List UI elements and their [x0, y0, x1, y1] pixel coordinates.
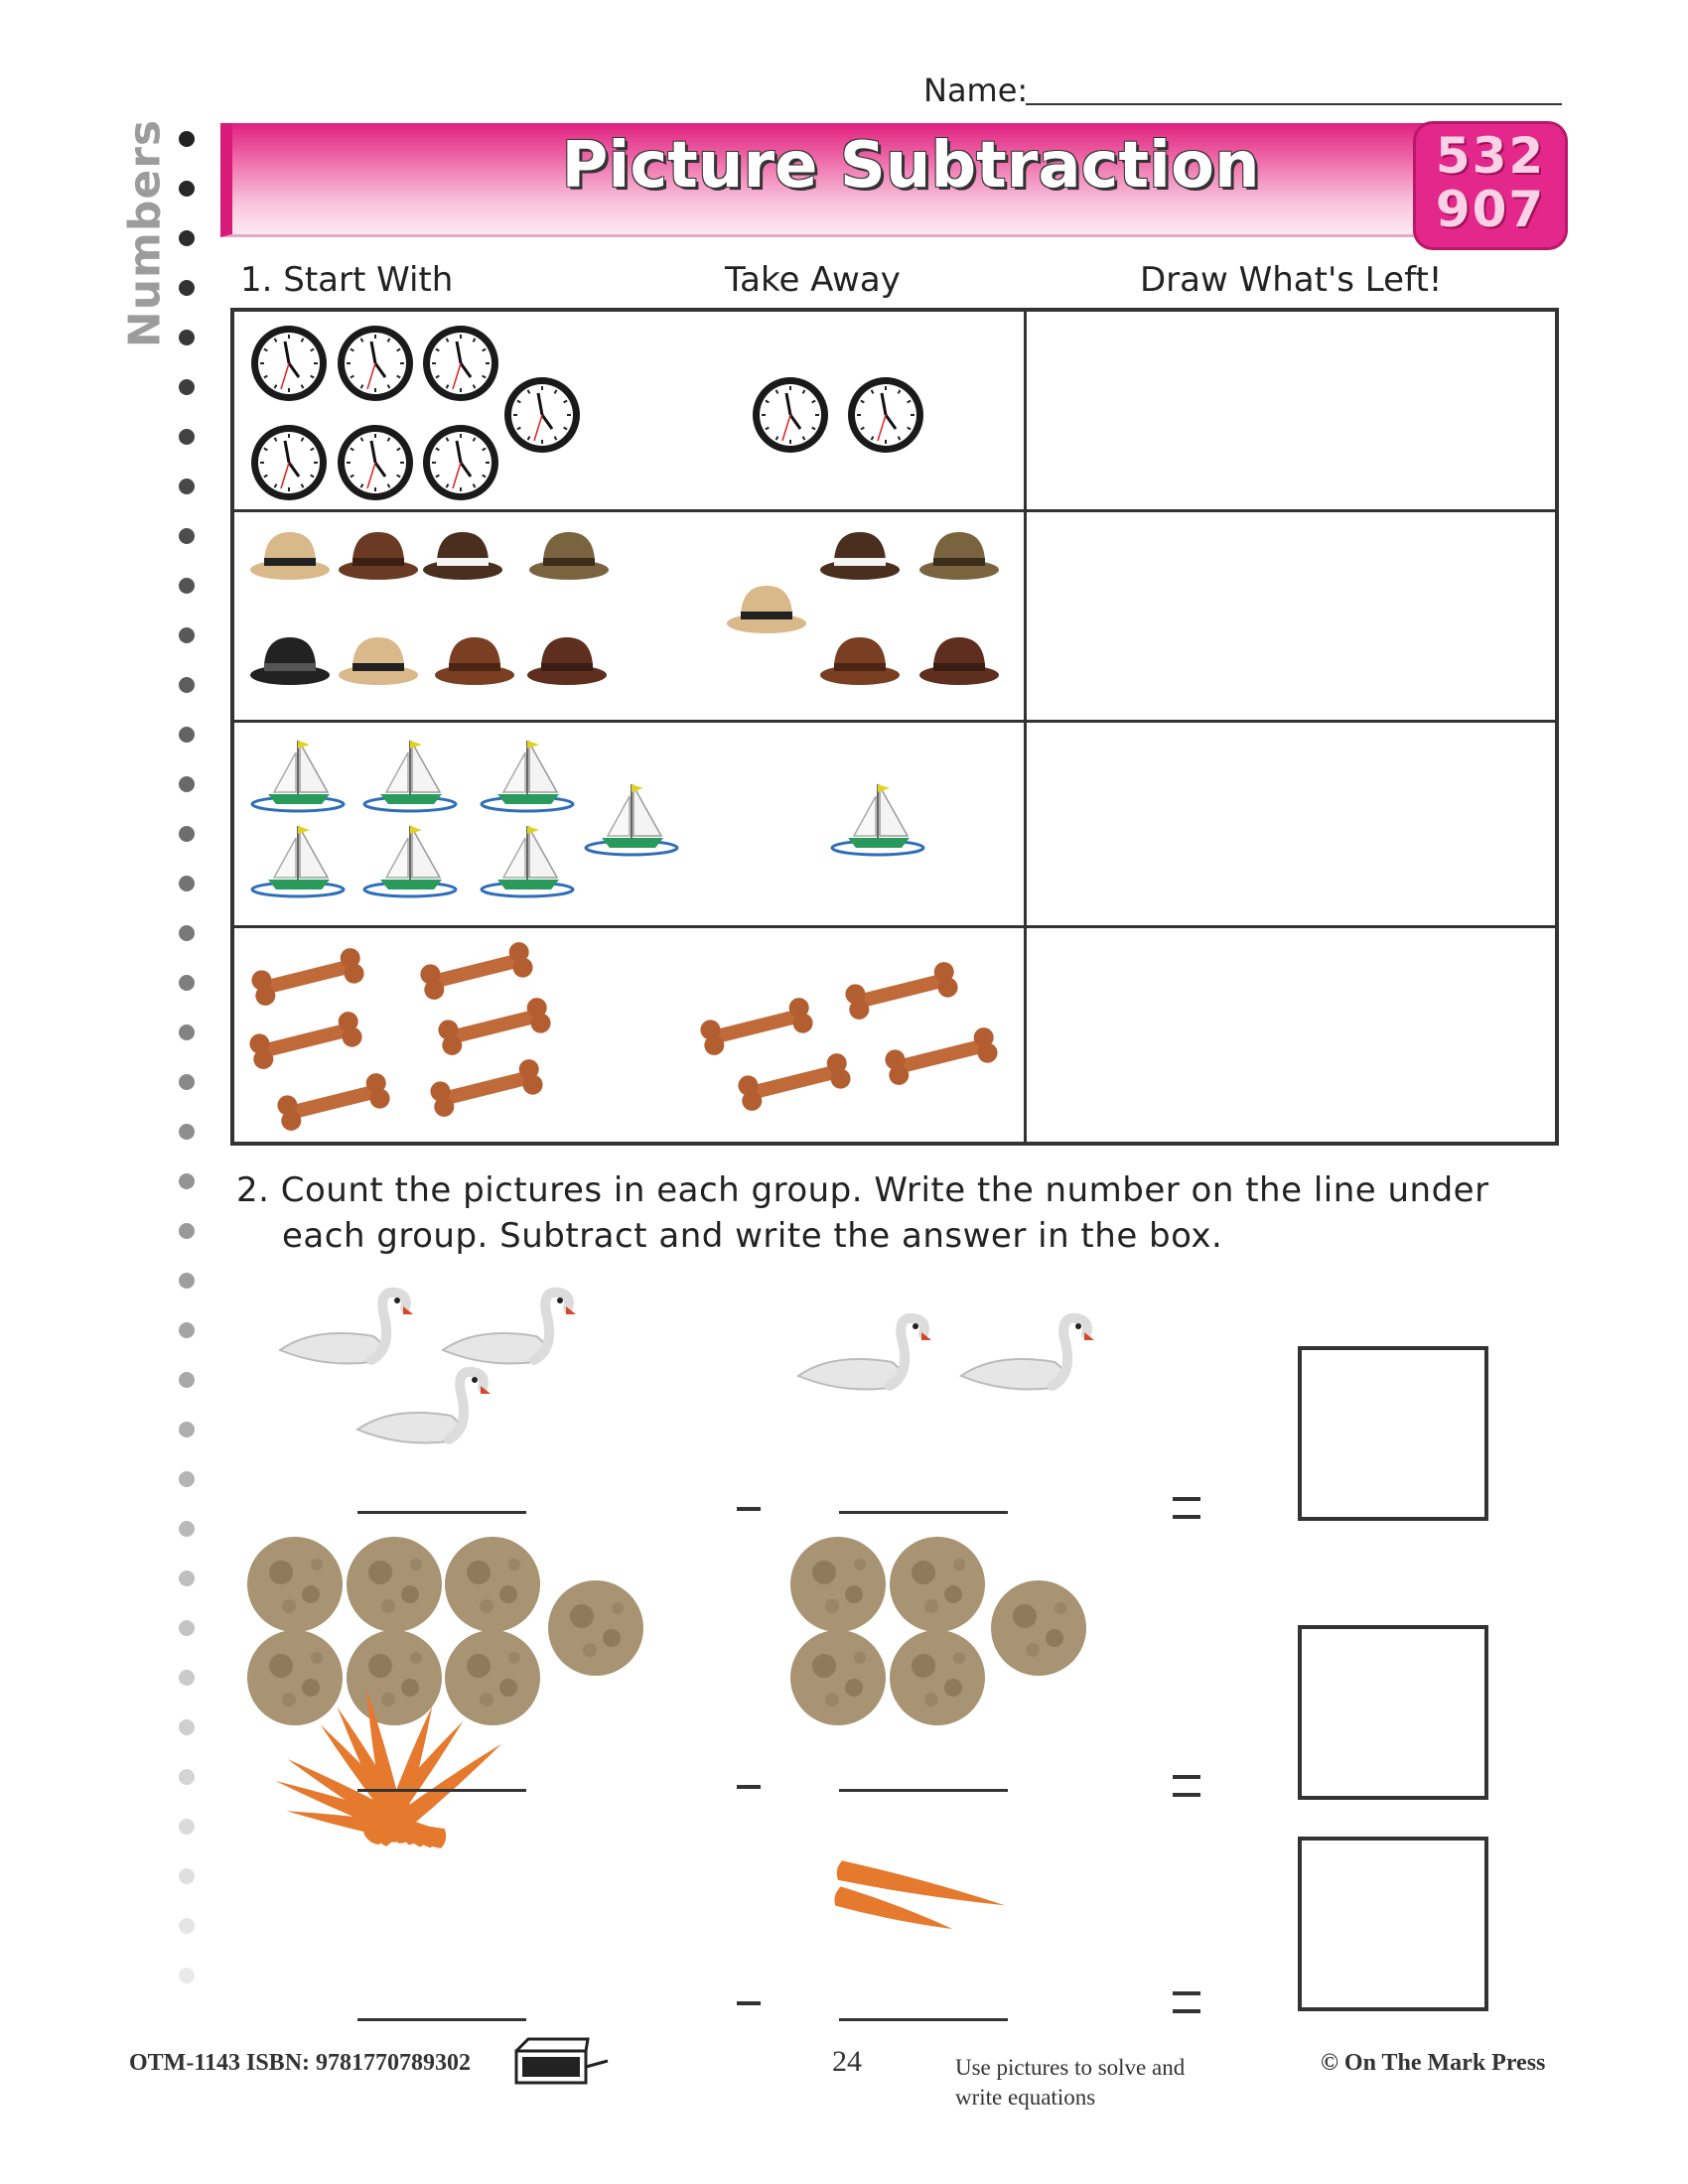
name-label: Name: [923, 71, 1029, 109]
minus-sign [737, 1785, 761, 1789]
bone-icon [418, 940, 534, 1002]
clock-icon [251, 326, 327, 401]
col-draw-whats-left: Draw What's Left! [1140, 260, 1443, 300]
footer-desc-line-2: write equations [955, 2085, 1096, 2110]
badge-line-2: 907 [1435, 181, 1546, 238]
moon-icon [247, 1630, 343, 1725]
hat-icon [339, 637, 418, 685]
instructions [236, 1167, 1557, 1259]
equals-sign [1173, 1991, 1200, 2013]
hat-icon [339, 532, 418, 580]
badge-line-1: 532 [1435, 127, 1546, 185]
hat-icon [250, 637, 330, 685]
moon-icon [445, 1537, 540, 1632]
bone-icon [843, 960, 959, 1022]
answer-box-1[interactable] [1298, 1346, 1488, 1521]
bone-icon [428, 1057, 544, 1119]
clock-icon [753, 377, 828, 453]
moon-icon [890, 1537, 985, 1632]
bone-icon [436, 996, 552, 1057]
hat-icon [820, 637, 900, 685]
clock-icon [338, 326, 413, 401]
clock-icon [338, 425, 413, 500]
side-tab-label: Numbers [119, 118, 171, 348]
equals-sign [1173, 1775, 1200, 1797]
moon-icon [790, 1630, 886, 1725]
hat-icon [727, 586, 806, 633]
clock-icon [423, 425, 498, 500]
moon-icon [548, 1580, 643, 1676]
swan-icon [357, 1372, 491, 1443]
swan-icon [961, 1318, 1094, 1390]
sailboat-icon [832, 784, 923, 855]
answer-box-2[interactable] [1298, 1625, 1488, 1800]
sailboat-icon [364, 741, 456, 811]
hat-icon [435, 637, 514, 685]
sailboat-icon [586, 784, 677, 855]
footer-description [955, 2053, 1253, 2113]
sailboat-icon [252, 741, 344, 811]
swan-icon [280, 1293, 413, 1364]
page-number: 24 [832, 2045, 862, 2078]
moon-icon [991, 1580, 1086, 1676]
count-line-right-2[interactable] [839, 1789, 1008, 1792]
footer-isbn: OTM-1143 ISBN: 9781770789302 [129, 2050, 472, 2076]
hat-icon [529, 532, 609, 580]
bone-icon [736, 1051, 852, 1113]
clock-icon [504, 377, 580, 453]
sailboat-icon [364, 826, 456, 896]
clock-icon [848, 377, 923, 453]
hat-icon [919, 637, 999, 685]
clock-icon [423, 326, 498, 401]
sailboat-icon [482, 741, 573, 811]
instruction-line-1: 2. Count the pictures in each group. Write the number on the line under [236, 1170, 1489, 1210]
col-take-away: Take Away [725, 260, 901, 300]
moon-icon [890, 1630, 985, 1725]
bone-icon [883, 1025, 999, 1087]
minus-sign [737, 1507, 761, 1511]
page-title: Picture Subtraction [561, 129, 1260, 203]
moon-icon [247, 1537, 343, 1632]
sailboat-icon [252, 826, 344, 896]
swan-icon [443, 1293, 576, 1364]
hat-icon [423, 532, 502, 580]
bone-icon [247, 1010, 363, 1071]
count-line-right-3[interactable] [839, 2018, 1008, 2021]
count-line-left-1[interactable] [357, 1511, 526, 1514]
answer-box-3[interactable] [1298, 1837, 1488, 2011]
instruction-line-2: each group. Subtract and write the answer in the box. [282, 1216, 1223, 1256]
bone-icon [249, 946, 365, 1008]
moon-icon [347, 1537, 442, 1632]
footer-publisher: © On The Mark Press [1321, 2050, 1546, 2076]
count-line-right-1[interactable] [839, 1511, 1008, 1514]
col-start-with: 1. Start With [240, 260, 454, 300]
hat-icon [527, 637, 607, 685]
footer-desc-line-1: Use pictures to solve and [955, 2055, 1186, 2080]
photocopier-icon [514, 2037, 610, 2089]
clock-icon [251, 425, 327, 500]
swan-icon [798, 1318, 931, 1390]
bone-icon [698, 996, 814, 1057]
count-line-left-3[interactable] [357, 2018, 526, 2021]
moon-icon [445, 1630, 540, 1725]
moon-icon [347, 1630, 442, 1725]
sailboat-icon [482, 826, 573, 896]
hat-icon [919, 532, 999, 580]
moon-icon [790, 1537, 886, 1632]
hat-icon [820, 532, 900, 580]
hat-icon [250, 532, 330, 580]
count-line-left-2[interactable] [357, 1789, 526, 1792]
minus-sign [737, 2001, 761, 2005]
bone-icon [275, 1071, 391, 1133]
equals-sign [1173, 1497, 1200, 1519]
